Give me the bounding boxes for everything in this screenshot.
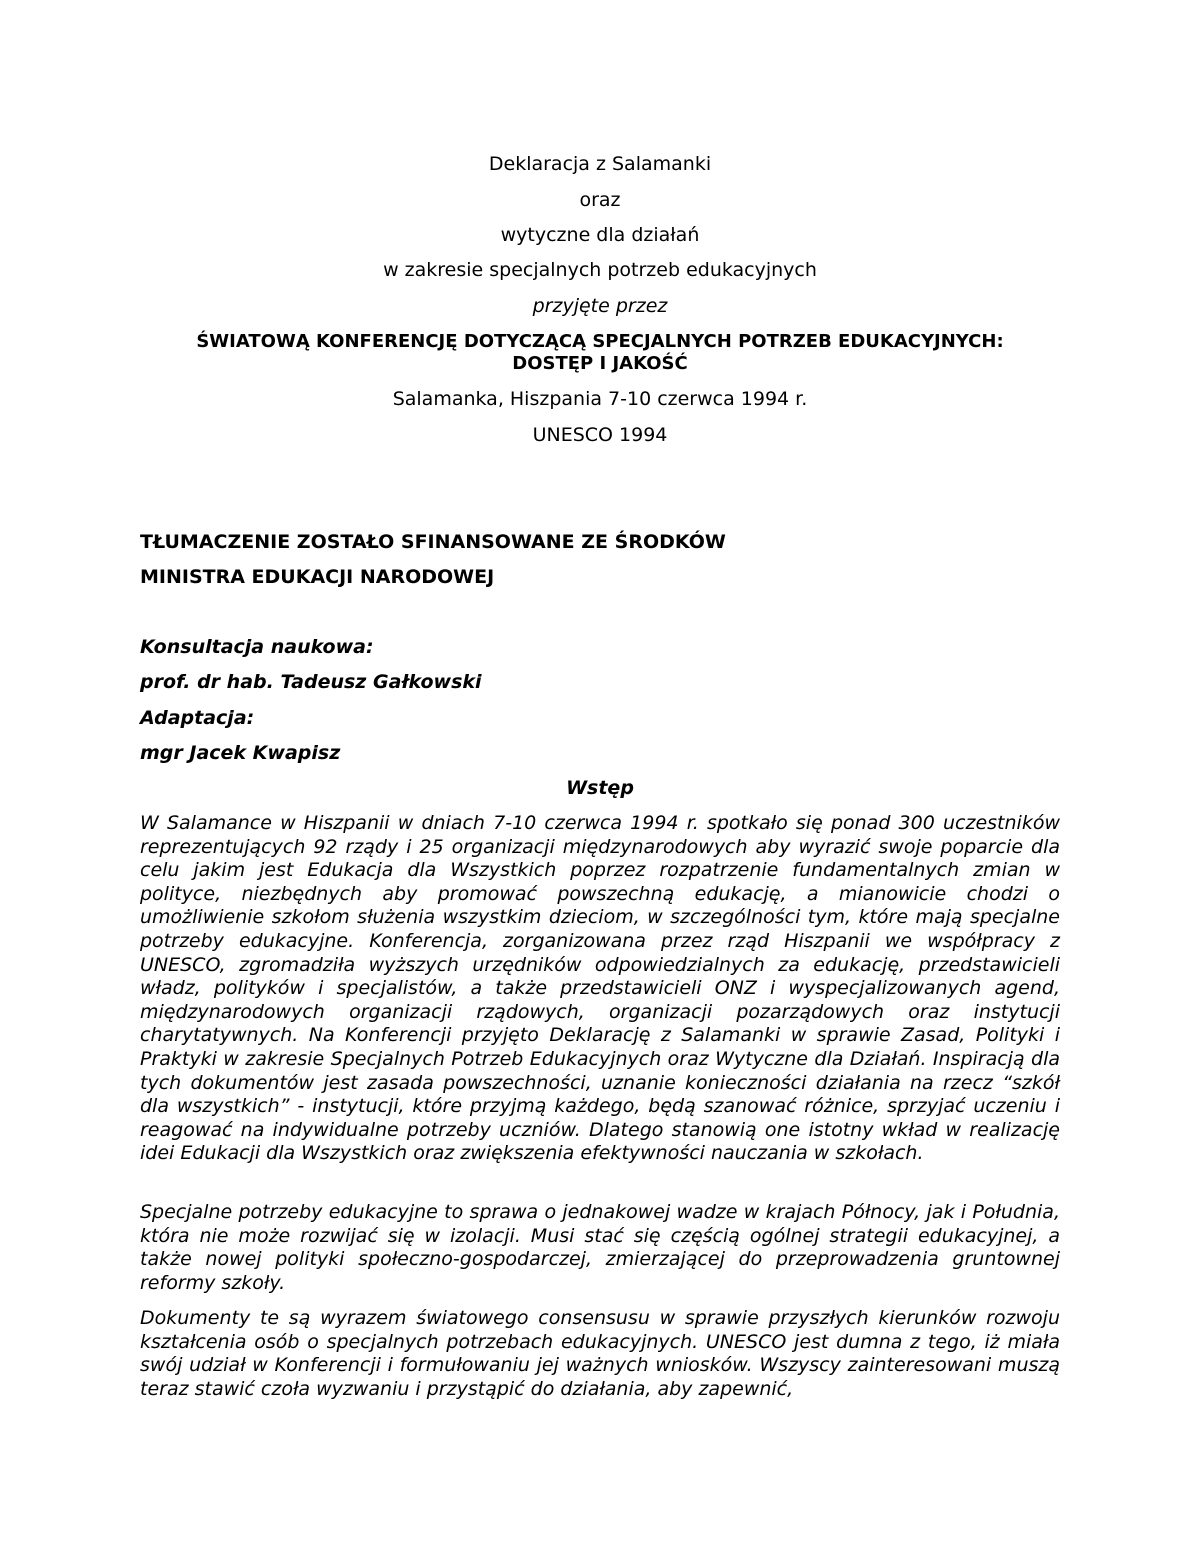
intro-heading: Wstęp	[566, 777, 634, 799]
consultation-name: prof. dr hab. Tadeusz Gałkowski	[140, 671, 482, 693]
title-line-4: w zakresie specjalnych potrzeb edukacyjnych	[383, 259, 817, 281]
title-line-1: Deklaracja z Salamanki	[488, 153, 712, 175]
adaptation-label: Adaptacja:	[140, 707, 255, 729]
place-date: Salamanka, Hiszpania 7-10 czerwca 1994 r.	[392, 388, 808, 410]
title-line-2: oraz	[579, 189, 621, 211]
adopted-by: przyjęte przez	[532, 295, 668, 317]
intro-paragraph-2: Specjalne potrzeby edukacyjne to sprawa o jednakowej wadze w krajach Północy, jak i Południa, która nie może rozwijać się w izolacji. Musi stać się częścią ogólnej strategii edukacyjnej, a także nowej polityki społeczno-gospodarczej, zmierzającej do przeprowadzenia gruntownej reformy szkoły.	[140, 1201, 1060, 1294]
intro-paragraph-3: Dokumenty te są wyrazem światowego consensusu w sprawie przyszłych kierunków rozwoju kształcenia osób o specjalnych potrzebach edukacyjnych. UNESCO jest dumna z tego, iż miała swój udział w Konferencji i formułowaniu jej ważnych wniosków. Wszyscy zainteresowani muszą teraz stawić czoła wyzwaniu i przystąpić do działania, aby zapewnić,	[140, 1307, 1060, 1400]
title-line-3: wytyczne dla działań	[500, 224, 700, 246]
conference-name-line-2: DOSTĘP I JAKOŚĆ	[512, 353, 688, 374]
funding-line-2: MINISTRA EDUKACJI NARODOWEJ	[140, 566, 495, 588]
consultation-label: Konsultacja naukowa:	[140, 636, 374, 658]
intro-paragraph-1: W Salamance w Hiszpanii w dniach 7-10 czerwca 1994 r. spotkało się ponad 300 uczestników reprezentujących 92 rządy i 25 organizacji międzynarodowych aby wyrazić swoje poparcie dla celu jakim jest Edukacja dla Wszystkich poprzez rozpatrzenie fundamentalnych zmian w polityce, niezbędnych aby promować powszechną edukację, a mianowicie chodzi o umożliwienie szkołom służenia wszystkim dzieciom, w szczególności tym, które mają specjalne potrzeby edukacyjne. Konferencja, zorganizowana przez rząd Hiszpanii we współpracy z UNESCO, zgromadziła wyższych urzędników odpowiedzialnych za edukację, przedstawicieli władz, polityków i specjalistów, a także przedstawicieli ONZ i wyspecjalizowanych agend, międzynarodowych organizacji rządowych, organizacji pozarządowych oraz instytucji charytatywnych. Na Konferencji przyjęto Deklarację z Salamanki w sprawie Zasad, Polityki i Praktyki w zakresie Specjalnych Potrzeb Edukacyjnych oraz Wytyczne dla Działań. Inspiracją dla tych dokumentów jest zasada powszechności, uznanie konieczności działania na rzecz “szkół dla wszystkich” - instytucji, które przyjmą każdego, będą szanować różnice, sprzyjać uczeniu i reagować na indywidualne potrzeby uczniów. Dlatego stanowią one istotny wkład w realizację idei Edukacji dla Wszystkich oraz zwiększenia efektywności nauczania w szkołach.	[140, 812, 1060, 1165]
conference-name-line-1: ŚWIATOWĄ KONFERENCJĘ DOTYCZĄCĄ SPECJALNYCH POTRZEB EDUKACYJNYCH:	[196, 331, 1004, 352]
funding-line-1: TŁUMACZENIE ZOSTAŁO SFINANSOWANE ZE ŚRODKÓW	[140, 531, 726, 553]
publisher: UNESCO 1994	[532, 424, 668, 446]
adaptation-name: mgr Jacek Kwapisz	[140, 742, 341, 764]
